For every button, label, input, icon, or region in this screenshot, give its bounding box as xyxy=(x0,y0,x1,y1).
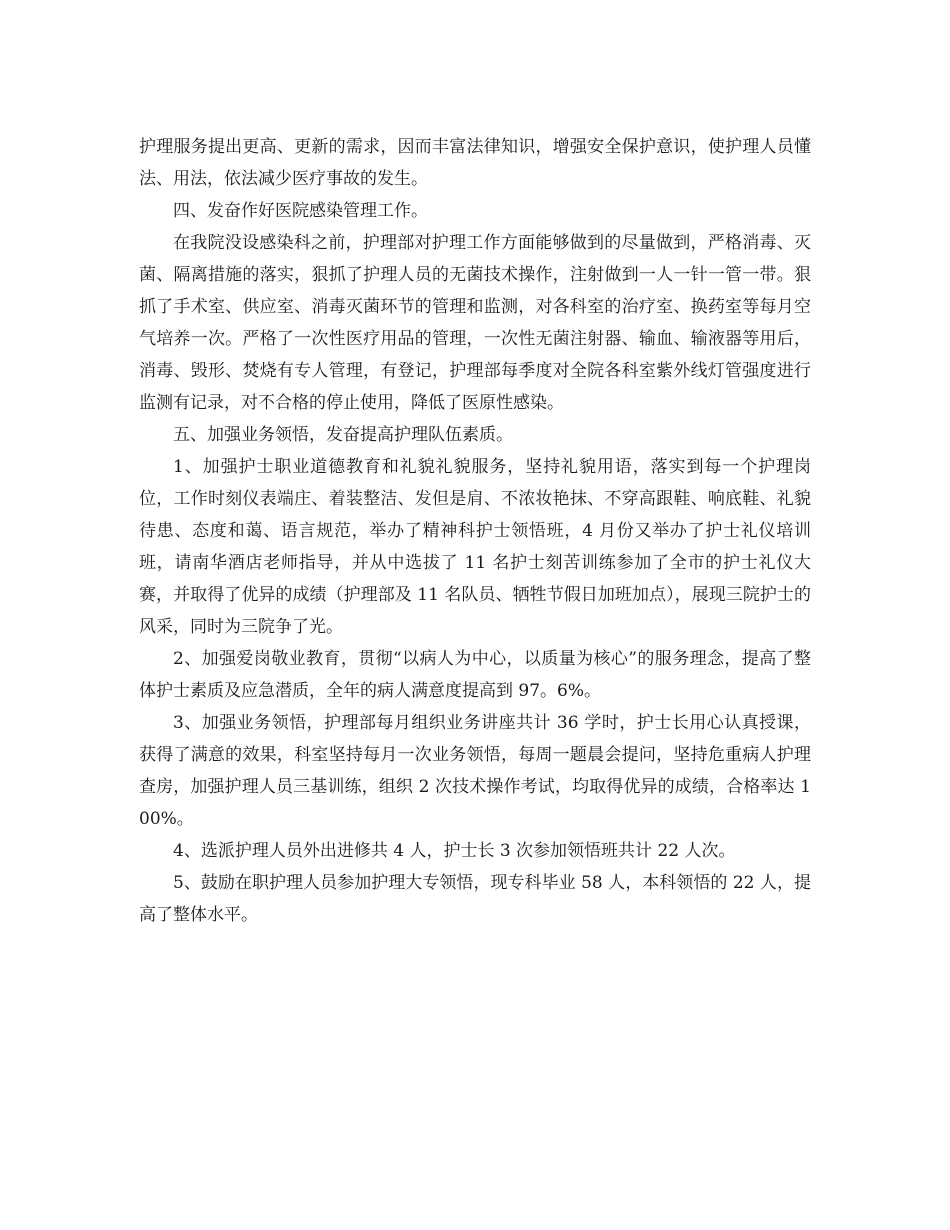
document-body xyxy=(139,131,811,931)
paragraph-continuation: 护理服务提出更高、更新的需求，因而丰富法律知识，增强安全保护意识，使护理人员懂法、用法，依法减少医疗事故的发生。 xyxy=(139,137,811,189)
section-heading-infection-control: 四、发奋作好医院感染管理工作。 xyxy=(173,201,428,221)
paragraph-item-1: 1、加强护士职业道德教育和礼貌礼貌服务，坚持礼貌用语，落实到每一个护理岗位，工作时刻仪表端庄、着装整洁、发但是肩、不浓妆艳抹、不穿高跟鞋、响底鞋、礼貌待患、态度和蔼、语言规范，举办了精神科护士领悟班，4 月份又举办了护士礼仪培训班，请南华酒店老师指导，并从中选拔了 11 名护士刻苦训练参加了全市的护士礼仪大赛，并取得了优异的成绩（护理部及 11 名队员、牺牲节假日加班加点），展现三院护士的风采，同时为三院争了光。 xyxy=(139,457,811,637)
paragraph-item-4: 4、选派护理人员外出进修共 4 人，护士长 3 次参加领悟班共计 22 人次。 xyxy=(173,841,736,861)
section-heading-team-quality: 五、加强业务领悟，发奋提高护理队伍素质。 xyxy=(173,425,513,445)
paragraph-item-2: 2、加强爱岗敬业教育，贯彻“以病人为中心，以质量为核心”的服务理念，提高了整体护士素质及应急潜质，全年的病人满意度提高到 97。6%。 xyxy=(139,649,811,701)
paragraph-item-3: 3、加强业务领悟，护理部每月组织业务讲座共计 36 学时，护士长用心认真授课，获得了满意的效果，科室坚持每月一次业务领悟，每周一题晨会提问，坚持危重病人护理查房，加强护理人员三基训练，组织 2 次技术操作考试，均取得优异的成绩，合格率达 100%。 xyxy=(139,713,811,829)
paragraph-item-5: 5、鼓励在职护理人员参加护理大专领悟，现专科毕业 58 人，本科领悟的 22 人，提高了整体水平。 xyxy=(139,873,811,925)
paragraph-infection-control: 在我院没设感染科之前，护理部对护理工作方面能够做到的尽量做到，严格消毒、灭菌、隔离措施的落实，狠抓了护理人员的无菌技术操作，注射做到一人一针一管一带。狠抓了手术室、供应室、消毒灭菌环节的管理和监测，对各科室的治疗室、换药室等每月空气培养一次。严格了一次性医疗用品的管理，一次性无菌注射器、输血、输液器等用后，消毒、毁形、焚烧有专人管理，有登记，护理部每季度对全院各科室紫外线灯管强度进行监测有记录，对不合格的停止使用，降低了医原性感染。 xyxy=(139,233,811,413)
